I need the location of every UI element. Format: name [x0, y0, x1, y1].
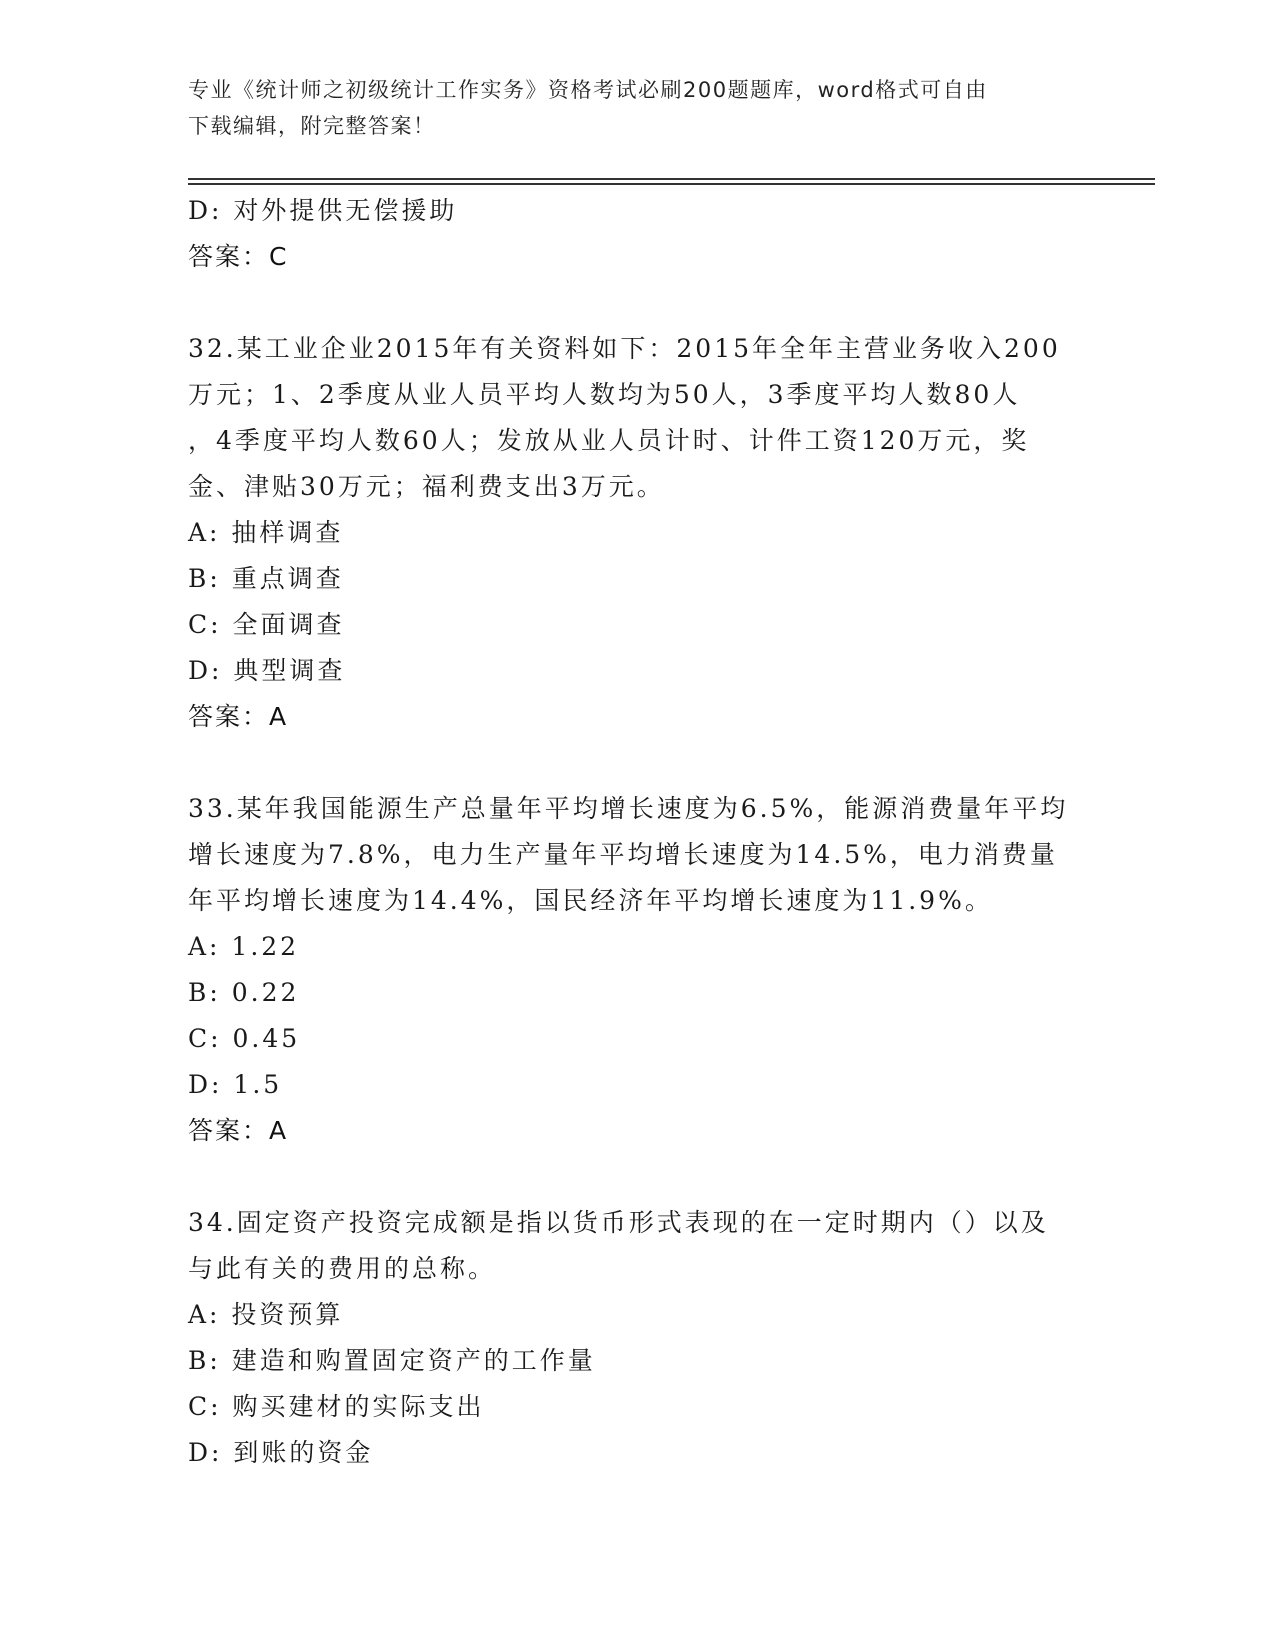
question-text-line: 32.某工业企业2015年有关资料如下：2015年全年主营业务收入200 [188, 334, 1061, 363]
spacer [188, 280, 1088, 326]
answer-line: 答案：A [188, 1116, 289, 1145]
option-d: D: 到账的资金 [188, 1438, 374, 1467]
question-text-line: 33.某年我国能源生产总量年平均增长速度为6.5%，能源消费量年平均 [188, 794, 1069, 823]
option-b: B: 建造和购置固定资产的工作量 [188, 1346, 596, 1375]
question-text-line: 年平均增长速度为14.4%，国民经济年平均增长速度为11.9%。 [188, 886, 993, 915]
question-text-line: 金、津贴30万元；福利费支出3万元。 [188, 472, 665, 501]
option-c: C: 全面调查 [188, 610, 345, 639]
question-32 [188, 326, 1088, 740]
spacer [188, 1154, 1088, 1200]
option-a: A: 抽样调查 [188, 518, 344, 547]
option-a: A: 投资预算 [188, 1300, 344, 1329]
option-d: D: 典型调查 [188, 656, 346, 685]
option-b: B: 重点调查 [188, 564, 344, 593]
question-34 [188, 1200, 1088, 1476]
document-header [188, 72, 1068, 144]
header-line-2: 下载编辑，附完整答案！ [188, 114, 436, 138]
question-text-line: 与此有关的费用的总称。 [188, 1254, 497, 1283]
spacer [188, 740, 1088, 786]
option-d: D: 1.5 [188, 1070, 283, 1099]
question-text-line: 增长速度为7.8%，电力生产量年平均增长速度为14.5%，电力消费量 [188, 840, 1058, 869]
header-rule-bottom [188, 183, 1155, 185]
question-text-line: 万元；1、2季度从业人员平均人数均为50人，3季度平均人数80人 [188, 380, 1021, 409]
question-text-line: 34.固定资产投资完成额是指以货币形式表现的在一定时期内（）以及 [188, 1208, 1049, 1237]
answer-line: 答案：C [188, 242, 289, 271]
header-rule-top [188, 178, 1155, 180]
option-b: B: 0.22 [188, 978, 300, 1007]
option-c: C: 0.45 [188, 1024, 301, 1053]
document-body [188, 188, 1088, 1476]
option-c: C: 购买建材的实际支出 [188, 1392, 485, 1421]
option-a: A: 1.22 [188, 932, 300, 961]
answer-line: 答案：A [188, 702, 289, 731]
question-33 [188, 786, 1088, 1154]
option-d: D: 对外提供无偿援助 [188, 196, 458, 225]
header-line-1: 专业《统计师之初级统计工作实务》资格考试必刷200题题库，word格式可自由 [188, 78, 988, 102]
question-text-line: ，4季度平均人数60人；发放从业人员计时、计件工资120万元，奖 [188, 426, 1030, 455]
previous-question-tail [188, 188, 1088, 280]
